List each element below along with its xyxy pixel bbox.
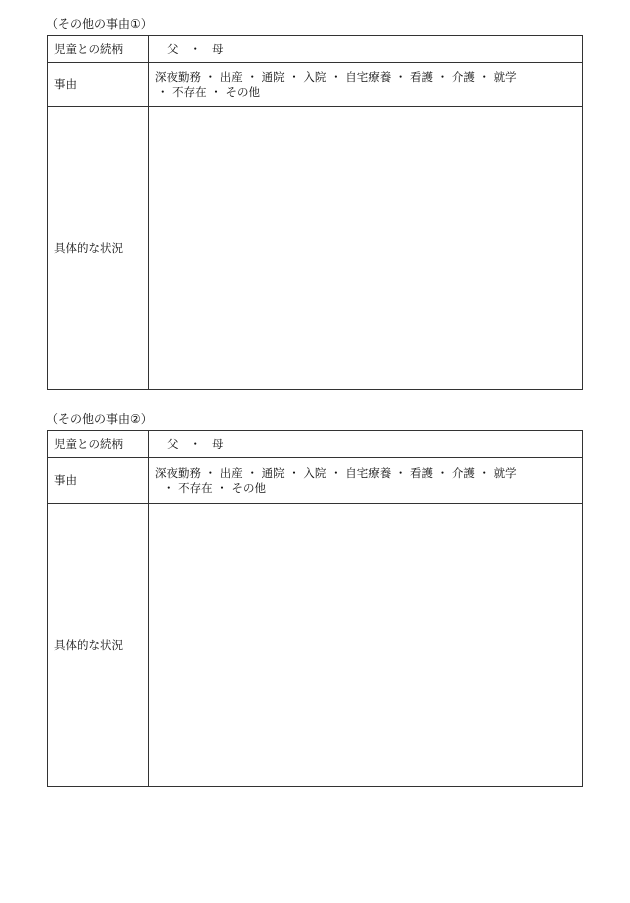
detail-input-area[interactable] [149,107,583,390]
reason-label: 事由 [48,458,149,504]
other-reason-table-2 [47,430,583,787]
section-title-1: （その他の事由①） [46,17,153,31]
option-separator: ・ [189,436,201,451]
option-father[interactable]: 父 [167,436,179,451]
reason-options-line-1: 深夜勤務 ・ 出産 ・ 通院 ・ 入院 ・ 自宅療養 ・ 看護 ・ 介護 ・ 就学 [155,465,517,480]
relation-options [149,431,583,458]
reason-options[interactable] [149,63,583,107]
detail-label: 具体的な状況 [48,504,149,787]
option-mother[interactable]: 母 [212,436,224,451]
detail-input-area[interactable] [149,504,583,787]
reason-options-line-2: ・ 不存在 ・ その他 [163,480,266,495]
reason-options-line-1: 深夜勤務 ・ 出産 ・ 通院 ・ 入院 ・ 自宅療養 ・ 看護 ・ 介護 ・ 就学 [155,69,517,84]
section-title-2: （その他の事由②） [46,412,153,426]
option-separator: ・ [189,41,201,56]
other-reason-table-1 [47,35,583,390]
reason-options-line-2: ・ 不存在 ・ その他 [157,84,260,99]
option-father[interactable]: 父 [167,41,179,56]
relation-label: 児童との続柄 [48,431,149,458]
reason-label: 事由 [48,63,149,107]
relation-options [149,36,583,63]
relation-label: 児童との続柄 [48,36,149,63]
detail-label: 具体的な状況 [48,107,149,390]
option-mother[interactable]: 母 [212,41,224,56]
reason-options[interactable] [149,458,583,504]
